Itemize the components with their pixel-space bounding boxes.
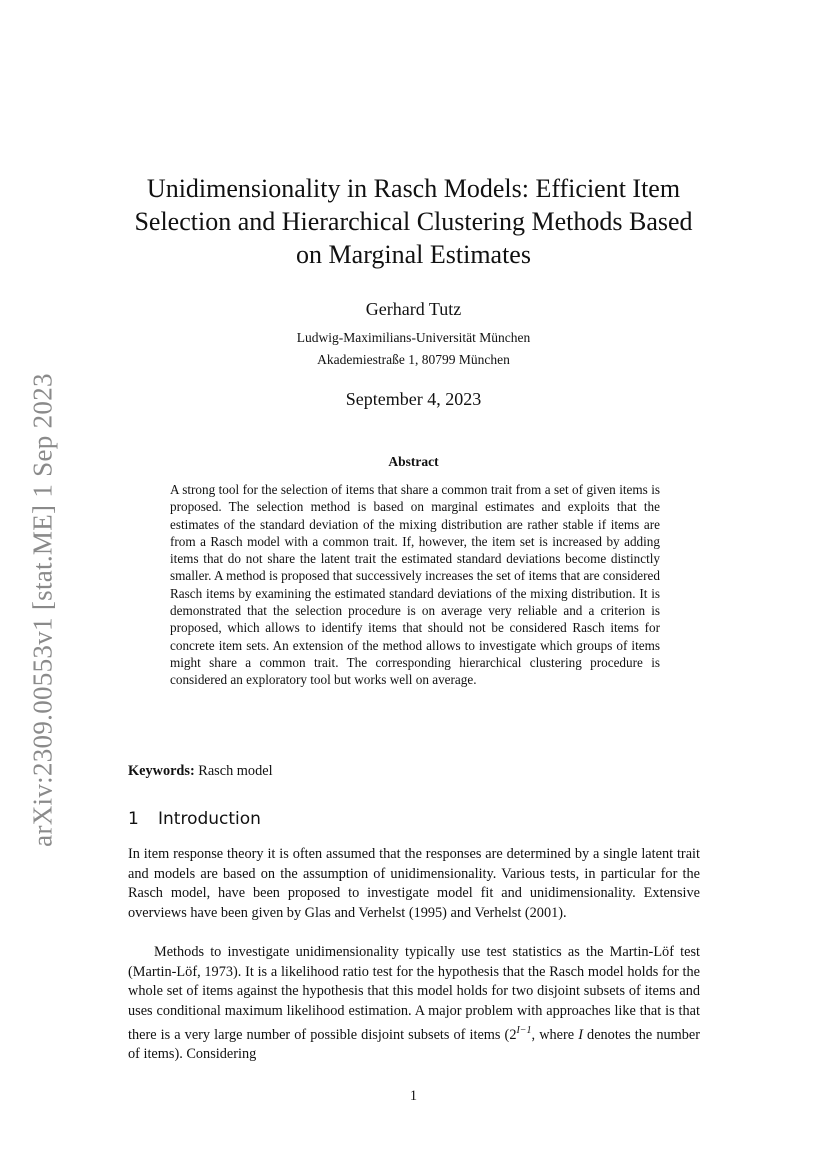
section-title: Introduction xyxy=(158,809,261,829)
section-heading-introduction xyxy=(128,807,700,831)
abstract-heading: Abstract xyxy=(388,454,439,469)
arxiv-identifier-text: arXiv:2309.00553v1 [stat.ME] 1 Sep 2023 xyxy=(27,373,58,847)
intro-paragraph-2-middle: , where xyxy=(531,1026,579,1043)
intro-paragraph-2 xyxy=(128,943,700,1065)
intro-paragraph-2-text: Methods to investigate unidimensionality typically use test statistics as the Martin-Löf test (Martin-Löf, 1973). It is a likelihood ratio test for the hypothesis that the Rasch model holds for the whole set of items against the hypothesis that this model holds for two disjoint subsets of items and uses conditional maximum likelihood estimation. A major problem with approaches like that is that there is a very large number of possible disjoint subsets of items ( xyxy=(128,944,700,1043)
affiliation-address: Akademiestraße 1, 80799 München xyxy=(317,352,510,367)
math-exponent: I−1 xyxy=(516,1025,532,1036)
abstract-text: A strong tool for the selection of items that share a common trait from a set of given items is proposed. The selection method is based on marginal estimates and exploits that the estimates of the standard deviation of the mixing distribution are rather stable if items are from a Rasch model with a common trait. If, however, the item set is increased by adding items that do not share the latent trait the estimated standard deviations become distinctly smaller. A method is proposed that successively increases the set of items that are considered Rasch items by examining the estimated standard deviations of the mixing distribution. It is demonstrated that the selection procedure is on average very reliable and a criterion is proposed, which allows to identify items that should not be considered Rasch items for concrete item sets. An extension of the method allows to investigate which groups of items might share a common trait. The corresponding hierarchical clustering procedure is considered an exploratory tool but works well on average. xyxy=(170,482,660,688)
paper-title: Unidimensionality in Rasch Models: Efficient Item Selection and Hierarchical Clustering Methods Based on Marginal Estimates xyxy=(134,174,693,269)
keywords xyxy=(128,761,700,781)
author-name: Gerhard Tutz xyxy=(365,299,462,319)
keywords-label: Keywords: xyxy=(128,763,195,779)
math-variable-I: I xyxy=(578,1026,583,1043)
affiliation-institution: Ludwig-Maximilians-Universität München xyxy=(296,330,531,345)
intro-paragraph-1: In item response theory it is often assumed that the responses are determined by a single latent trait and models are based on the assumption of unidimensionality. Various tests, in particular for the Rasch model, have been proposed to investigate model fit and unidimensionality. Extensive overviews have been given by Glas and Verhelst (1995) and Verhelst (2001). xyxy=(128,846,700,921)
keywords-value: Rasch model xyxy=(198,763,273,779)
intro-paragraph-2-end: denotes the number of items). Considering xyxy=(128,1026,700,1063)
math-base: 2 xyxy=(509,1026,517,1043)
arxiv-identifier-stamp xyxy=(18,365,68,855)
page-number: 1 xyxy=(409,1088,418,1104)
section-number: 1 xyxy=(128,809,139,829)
math-power-expression xyxy=(509,1027,531,1043)
publication-date: September 4, 2023 xyxy=(345,389,482,409)
